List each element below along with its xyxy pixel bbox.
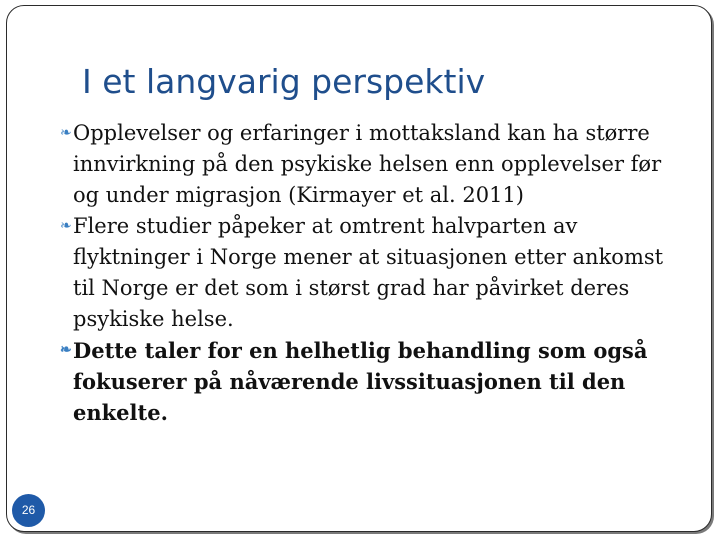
arrow-bullet-icon: ❧ [60,125,72,141]
bullet-item-1 [58,118,673,211]
bullet-item-2 [58,211,673,335]
arrow-bullet-icon: ❧ [60,342,72,358]
arrow-bullet-icon: ❧ [60,218,72,234]
page-number-badge: 26 [12,494,45,527]
bullet-list [58,118,673,428]
bullet-text-1: Opplevelser og erfaringer i mottaksland kan ha større innvirkning på den psykiske helsen enn opplevelser før og under migrasjon (Kirmayer et al. 2011) [73,121,662,207]
bullet-text-3: Dette taler for en helhetlig behandling som også fokuserer på nåværende livssituasjonen til den enkelte. [73,338,648,425]
bullet-item-3 [58,335,673,428]
slide-title: I et langvarig perspektiv [82,62,486,101]
bullet-text-2: Flere studier påpeker at omtrent halvparten av flyktninger i Norge mener at situasjonen etter ankomst til Norge er det som i størst grad har påvirket deres psykiske helse. [73,214,664,331]
